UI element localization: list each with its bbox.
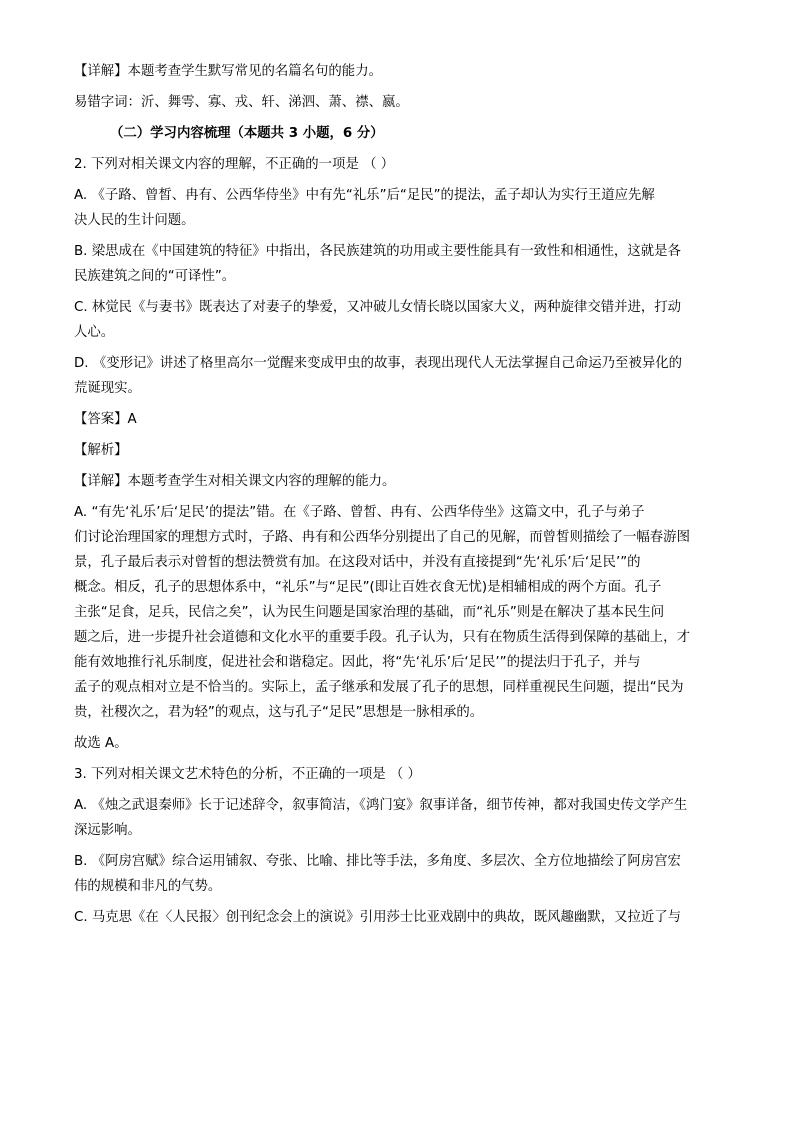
q2-option-a: A. 《子路、曾皙、冉有、公西华侍坐》中有先“礼乐”后“足民”的提法，孟子却认为实行王道应先解 bbox=[74, 188, 655, 203]
q2-explanation-line: 贵，社稷次之，君为轻”的观点，这与孔子“足民”思想是一脉相承的。 bbox=[74, 705, 484, 720]
question-2-stem: 2. 下列对相关课文内容的理解，不正确的一项是 （ ） bbox=[74, 157, 395, 172]
document-body bbox=[74, 62, 722, 933]
q2-option-b-cont: 民族建筑之间的“可译性”。 bbox=[74, 269, 236, 284]
error-words-line: 易错字词：沂、舞雩、寡、戎、轩、涕泗、萧、襟、嬴。 bbox=[74, 95, 409, 110]
q2-explanation-line: 们讨论治理国家的理想方式时，子路、冉有和公西华分别提出了自己的见解，而曾皙则描绘了一幅春游图 bbox=[74, 530, 690, 545]
q2-option-d: D. 《变形记》讲述了格里高尔一觉醒来变成甲虫的故事，表现出现代人无法掌握自己命运乃至被异化的 bbox=[74, 356, 683, 371]
q2-explanation-line: 概念。相反，孔子的思想体系中，“礼乐”与“足民”(即让百姓衣食无忧)是相辅相成的两个方面。孔子 bbox=[74, 580, 662, 595]
q2-option-c: C. 林觉民《与妻书》既表达了对妻子的挚爱，又冲破儿女情长晓以国家大义，两种旋律交错并进，打动 bbox=[74, 300, 682, 315]
q2-explanation-line: A. “有先‘礼乐’后‘足民’的提法”错。在《子路、曾皙、冉有、公西华侍坐》这篇文中，孔子与弟子 bbox=[74, 505, 645, 520]
q2-option-a-cont: 决人民的生计问题。 bbox=[74, 213, 195, 228]
q2-explanation-line: 题之后，进一步提升社会道德和文化水平的重要手段。孔子认为，只有在物质生活得到保障的基础上，才 bbox=[74, 630, 690, 645]
q2-explanation-line: 主张“足食，足兵，民信之矣”，认为民生问题是国家治理的基础，而“礼乐”则是在解决了基本民生问 bbox=[74, 605, 665, 620]
q2-answer: 【答案】A bbox=[74, 412, 137, 427]
q2-option-b: B. 梁思成在《中国建筑的特征》中指出，各民族建筑的功用或主要性能具有一致性和相通性，这就是各 bbox=[74, 244, 681, 259]
q3-option-a-cont: 深远影响。 bbox=[74, 823, 141, 838]
q3-option-c: C. 马克思《在〈人民报〉创刊纪念会上的演说》引用莎士比亚戏剧中的典故，既风趣幽默，又拉近了与 bbox=[74, 910, 682, 925]
q2-explanation-line: 景，孔子最后表示对曾皙的想法赞赏有加。在这段对话中，并没有直接提到“先‘礼乐’后‘足民’”的 bbox=[74, 555, 641, 570]
q3-option-b-cont: 伟的规模和非凡的气势。 bbox=[74, 879, 222, 894]
question-3-stem: 3. 下列对相关课文艺术特色的分析，不正确的一项是 （ ） bbox=[74, 767, 421, 782]
section-heading: （二）学习内容梳理（本题共 3 小题，6 分） bbox=[110, 126, 384, 141]
q2-explanation-line: 能有效地推行礼乐制度，促进社会和谐稳定。因此，将“先‘礼乐’后‘足民’”的提法归于孔子，并与 bbox=[74, 655, 641, 670]
q2-conclusion: 故选 A。 bbox=[74, 736, 128, 751]
q3-option-b: B. 《阿房宫赋》综合运用铺叙、夸张、比喻、排比等手法，多角度、多层次、全方位地描绘了阿房宫宏 bbox=[74, 854, 681, 869]
detail-line: 【详解】本题考查学生默写常见的名篇名句的能力。 bbox=[74, 64, 382, 79]
q2-analysis-label: 【解析】 bbox=[74, 443, 128, 458]
q2-detail: 【详解】本题考查学生对相关课文内容的理解的能力。 bbox=[74, 474, 396, 489]
q2-option-c-cont: 人心。 bbox=[74, 325, 115, 340]
q2-explanation-line: 孟子的观点相对立是不恰当的。实际上，孟子继承和发展了孔子的思想，同样重视民生问题，提出“民为 bbox=[74, 680, 684, 695]
q3-option-a: A. 《烛之武退秦师》长于记述辞令，叙事简洁，《鸿门宴》叙事详备，细节传神，都对我国史传文学产生 bbox=[74, 798, 688, 813]
q2-option-d-cont: 荒诞现实。 bbox=[74, 381, 141, 396]
